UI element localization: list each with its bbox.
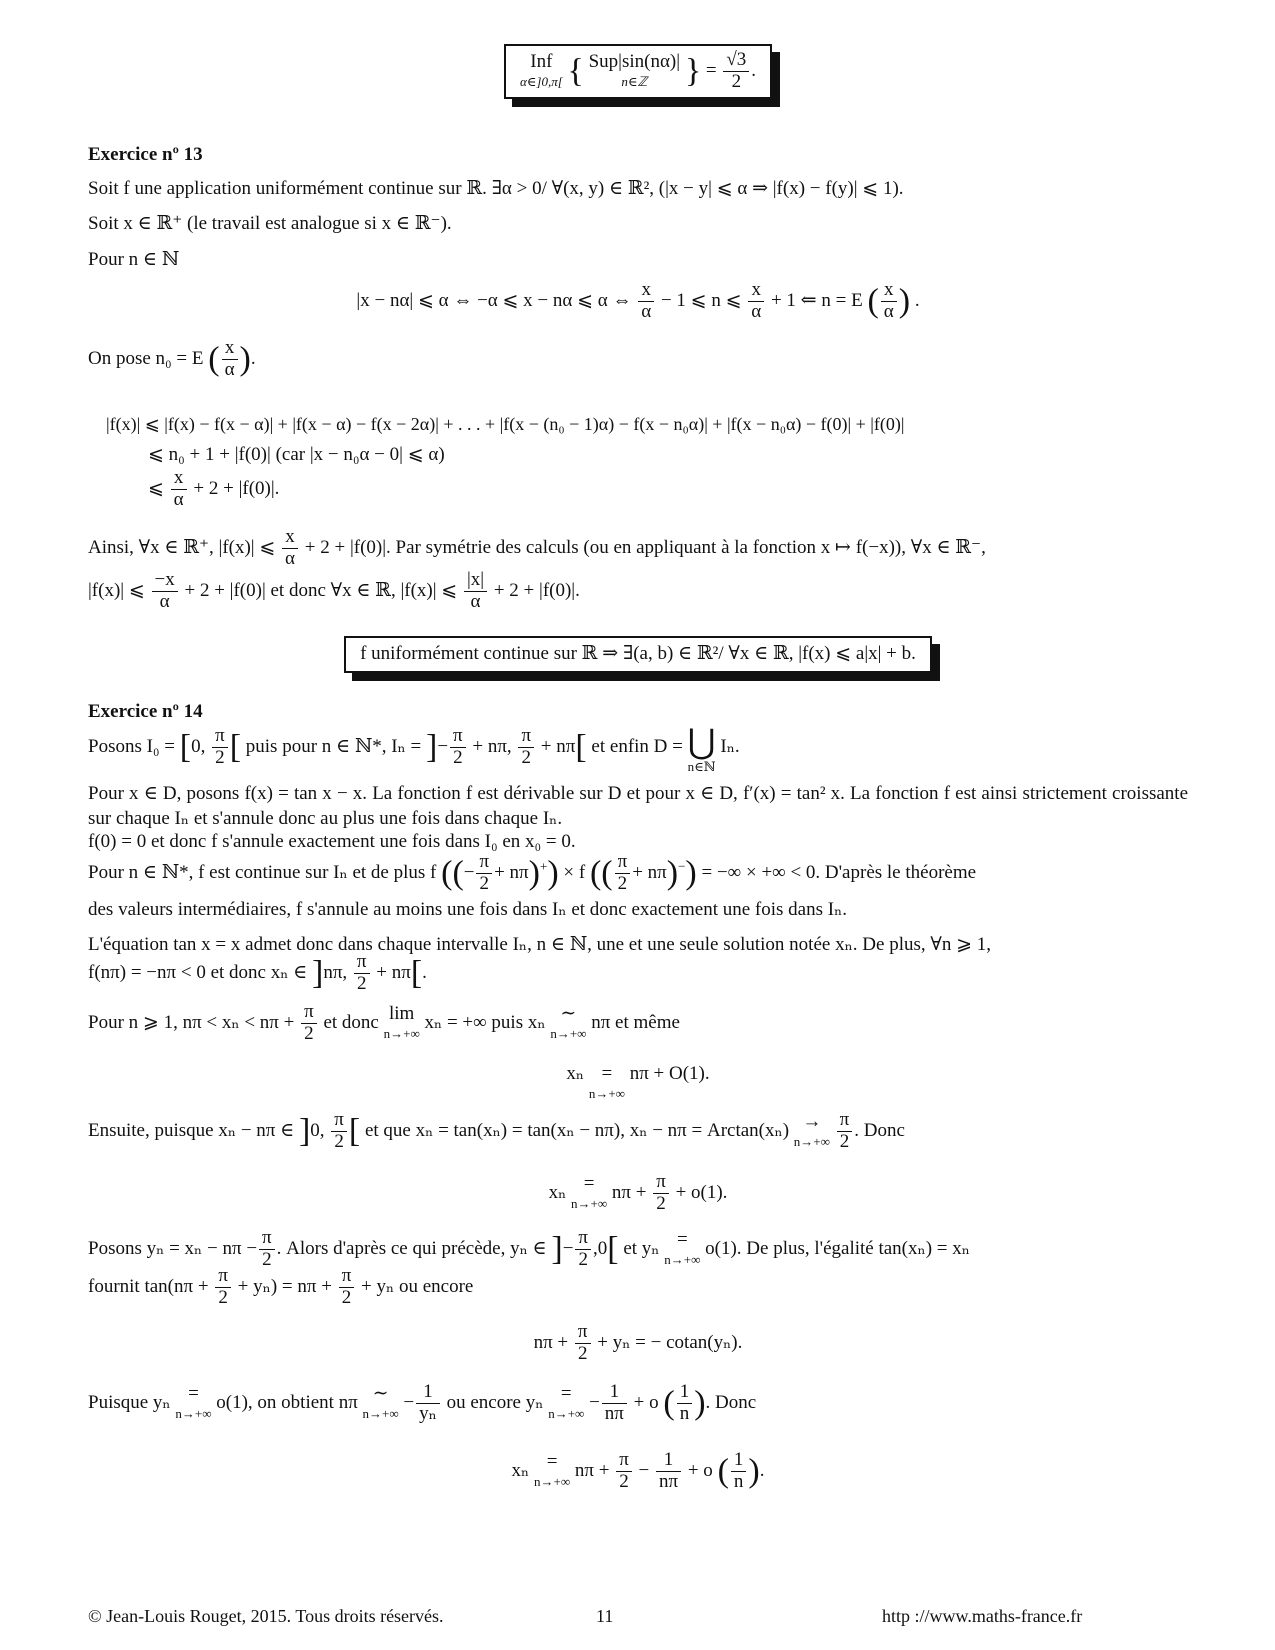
ex14-para-derivative: Pour x ∈ D, posons f(x) = tan x − x. La fonction f est dérivable sur D et pour x ∈ D, f′(x) = tan² x. La fonction f est ainsi strictement croissante sur chaque Iₙ et s'annule donc au plus une fois dans chaque Iₙ.: [88, 783, 1188, 829]
ex14-title: Exercice nº 14: [88, 701, 203, 722]
left-brace: {: [567, 52, 584, 90]
ex14-para-equation-2: f(nπ) = −nπ < 0 et donc xₙ ∈ ]nπ, $\frac{\pi}{2}$ + nπ[.: [88, 951, 427, 994]
ex13-equivalence: |x − nα| ⩽ α ⇔ −α ⩽ x − nα ⩽ α ⇔ $\frac{x}{\alpha}$ − 1 ⩽ n ⩽ $\frac{x}{\alpha}$ + 1 ⇐ n = E ( $\frac{x}{\alpha}$ ) .: [356, 279, 920, 322]
top-result-box: Inf α∈]0,π[ { Sup|sin(nα)| n∈ℤ } = $\frac{√3}{2}$ .: [504, 44, 772, 99]
ex13-line3: Pour n ∈ ℕ: [88, 249, 180, 270]
ex13-title: Exercice nº 13: [88, 144, 203, 165]
sup-sub: n∈ℤ: [621, 73, 648, 89]
ex13-line2: Soit x ∈ ℝ⁺ (le travail est analogue si x ∈ ℝ⁻).: [88, 213, 452, 234]
ex13-ainsi-2: |f(x)| ⩽ $\frac{-x}{\alpha}$ + 2 + |f(0)| et donc ∀x ∈ ℝ, |f(x)| ⩽ $\frac{|x|}{\alpha}$ + 2 + |f(0)|.: [88, 569, 580, 612]
top-result: [88, 44, 1188, 99]
inf-op: Inf: [530, 51, 553, 72]
ex13-result-box: f uniformément continue sur ℝ ⇒ ∃(a, b) ∈ ℝ²/ ∀x ∈ ℝ, |f(x) ⩽ a|x| + b.: [344, 636, 932, 673]
ex14-eq-smallo: xₙ = n→+∞ nπ + $\frac{\pi}{2}$ + o(1).: [548, 1171, 728, 1214]
footer-copyright: © Jean-Louis Rouget, 2015. Tous droits réservés.: [88, 1606, 444, 1626]
sqrt3-over-2: $\frac{√3}{2}$: [723, 50, 749, 93]
ex13-line1: Soit f une application uniformément continue sur ℝ. ∃α > 0/ ∀(x, y) ∈ ℝ², (|x − y| ⩽ α ⇒ |f(x) − f(y)| ⩽ 1).: [88, 178, 904, 199]
inf-sub: α∈]0,π[: [519, 73, 563, 89]
ex13-result: [88, 636, 1188, 673]
ex14-para-ivt: Pour n ∈ ℕ*, f est continue sur Iₙ et de plus f ((− $\frac{\pi}{2}$ + nπ)+) × f (( $\frac{\pi}{2}$ + nπ)−) = −∞ × +∞ < 0. D'après le théorème: [88, 851, 977, 894]
sup-op: Sup|sin(nα)|: [588, 51, 681, 72]
ex13-ineq-line3: ⩽ $\frac{x}{\alpha}$ + 2 + |f(0)|.: [148, 467, 280, 510]
footer-page-number: 11: [596, 1606, 614, 1626]
ex14-para-equation: L'équation tan x = x admet donc dans chaque intervalle Iₙ, n ∈ ℕ, une et une seule solution notée xₙ. De plus, ∀n ⩾ 1,: [88, 934, 992, 955]
ex13-ineq-line1: |f(x)| ⩽ |f(x) − f(x − α)| + |f(x − α) − f(x − 2α)| + . . . + |f(x − (n₀ − 1)α) − f(x − n₀α)| + |f(x − n₀α) − f(0)| + |f(0)|: [106, 414, 905, 434]
ex14-para-arctan: Ensuite, puisque xₙ − nπ ∈ ]0, $\frac{\pi}{2}$ [ et que xₙ = tan(xₙ) = tan(xₙ − nπ), xₙ − nπ = Arctan(xₙ) → n→+∞ $\frac{\pi}{2}$ . Donc: [88, 1109, 905, 1152]
ex14-def-intervals: Posons I₀ = [0, $\frac{\pi}{2}$ [ puis pour n ∈ ℕ*, Iₙ = ]− $\frac{\pi}{2}$ + nπ, $\frac{\pi}{2}$ + nπ[ et enfin D = ⋃ n∈ℕ Iₙ.: [88, 724, 740, 774]
ex13-ainsi-1: Ainsi, ∀x ∈ ℝ⁺, |f(x)| ⩽ $\frac{x}{\alpha}$ + 2 + |f(0)|. Par symétrie des calculs (ou en appliquant à la fonction x ↦ f(−x)), ∀x ∈ ℝ⁻,: [88, 526, 986, 569]
ex14-para-limit: Pour n ⩾ 1, nπ < xₙ < nπ + $\frac{\pi}{2}$ et donc lim n→+∞ xₙ = +∞ puis xₙ ∼ n→+∞ nπ et même: [88, 1001, 680, 1044]
equals: =: [705, 59, 717, 81]
ex14-para-yn: Posons yₙ = xₙ − nπ − $\frac{\pi}{2}$ . Alors d'après ce qui précède, yₙ ∈ ]− $\frac{\pi}{2}$ ,0[ et yₙ = n→+∞ o(1). De plus, l'égalité tan(xₙ) = xₙ: [88, 1227, 970, 1270]
ex14-eq-cotan: nπ + $\frac{\pi}{2}$ + yₙ = − cotan(yₙ).: [533, 1321, 743, 1364]
ex14-eq-bigO: xₙ = n→+∞ nπ + O(1).: [566, 1063, 710, 1101]
ex13-pose: On pose n₀ = E ( $\frac{x}{\alpha}$ ).: [88, 337, 256, 380]
ex13-ineq-line2: ⩽ n₀ + 1 + |f(0)| (car |x − n₀α − 0| ⩽ α): [148, 444, 445, 465]
right-brace: }: [684, 52, 702, 90]
ex14-para-equiv: Puisque yₙ = n→+∞ o(1), on obtient nπ ∼ n→+∞ − $\frac{1}{\text{yₙ}}$ ou encore yₙ = n→+∞ − $\frac{1}{n\pi}$ + o ( $\frac{1}{n}$ ). Donc: [88, 1381, 757, 1424]
ex14-para-yn-2: fournit tan(nπ + $\frac{\pi}{2}$ + yₙ) = nπ + $\frac{\pi}{2}$ + yₙ ou encore: [88, 1265, 474, 1308]
ex14-eq-final: xₙ = n→+∞ nπ + $\frac{\pi}{2}$ − $\frac{1}{n\pi}$ + o ( $\frac{1}{n}$ ).: [511, 1449, 765, 1492]
ex14-para-f0: f(0) = 0 et donc f s'annule exactement une fois dans I₀ en x₀ = 0.: [88, 831, 576, 852]
ex14-para-ivt-2: des valeurs intermédiaires, f s'annule au moins une fois dans Iₙ et donc exactement une fois dans Iₙ.: [88, 899, 848, 920]
footer-url[interactable]: http ://www.maths-france.fr: [882, 1606, 1083, 1626]
